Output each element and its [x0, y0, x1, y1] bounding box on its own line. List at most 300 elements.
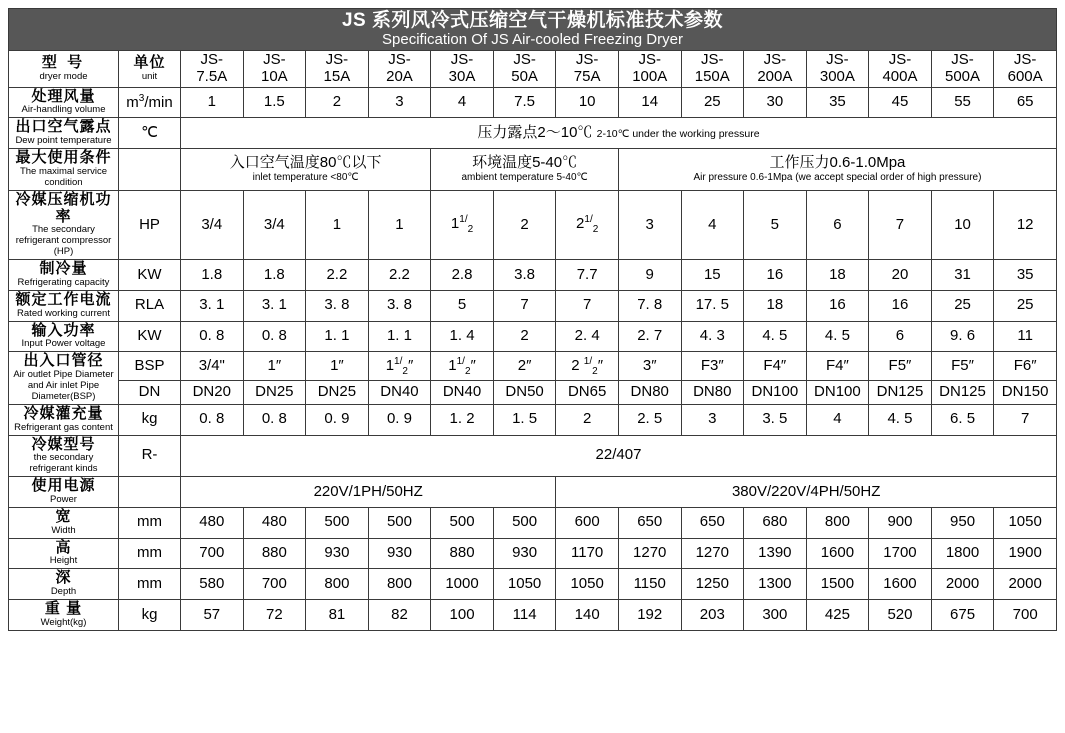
cell-value: 580 — [181, 569, 244, 600]
cell-value: 72 — [243, 600, 306, 631]
row-unit: $m^3/\min$ — [119, 87, 181, 118]
cell-value: 7 — [994, 404, 1057, 435]
cell-value: 5 — [431, 290, 494, 321]
cell-value: 3″ — [618, 352, 681, 381]
cell-value: F5″ — [931, 352, 994, 381]
cell-value: 1.8 — [181, 260, 244, 291]
cell-value: 17. 5 — [681, 290, 744, 321]
cell-value: DN80 — [681, 381, 744, 405]
model-prefix: JS- — [826, 51, 849, 69]
cell-value: 0. 8 — [243, 404, 306, 435]
row-label-en: Depth — [50, 586, 77, 598]
model-column-header — [306, 51, 369, 88]
row-label-en: Air-handling volume — [21, 104, 106, 116]
model-column-header — [556, 51, 619, 88]
cell-value: 3. 5 — [744, 404, 807, 435]
cell-value: 900 — [869, 507, 932, 538]
cell-value: 650 — [618, 507, 681, 538]
row-label-en: Rated working current — [17, 307, 110, 319]
table-row — [9, 477, 1057, 508]
cell-value: 9 — [618, 260, 681, 291]
cell-value: 35 — [994, 260, 1057, 291]
row-unit: HP — [119, 190, 181, 259]
dewpoint-main: 压力露点2～10℃ — [477, 123, 593, 141]
service-sub: inlet temperature <80℃ — [252, 172, 359, 184]
row-label-en: Weight(kg) — [40, 616, 87, 628]
row-label-en: the secondary refrigerant kinds — [29, 452, 98, 475]
model-column-header — [931, 51, 994, 88]
cell-value: 930 — [368, 538, 431, 569]
cell-value: 1.8 — [243, 260, 306, 291]
row-label-en: The maximal service condition — [19, 165, 108, 188]
model-suffix: 500A — [945, 67, 981, 85]
row-label-depth — [9, 569, 119, 600]
cell-value: 930 — [306, 538, 369, 569]
cell-value: DN125 — [931, 381, 994, 405]
row-label-airflow — [9, 87, 119, 118]
cell-value: 2. 7 — [618, 321, 681, 352]
cell-value: 0. 8 — [181, 404, 244, 435]
row-unit: kg — [119, 600, 181, 631]
cell-value: 3. 1 — [181, 290, 244, 321]
cell-value: DN80 — [618, 381, 681, 405]
table-row — [9, 538, 1057, 569]
cell-value: 65 — [994, 87, 1057, 118]
cell-value: 6. 5 — [931, 404, 994, 435]
cell-value: 12 — [994, 190, 1057, 259]
row-label-service — [9, 149, 119, 191]
row-label-power — [9, 477, 119, 508]
cell-value: 1170 — [556, 538, 619, 569]
model-prefix: JS- — [888, 51, 912, 69]
cell-value: 1270 — [618, 538, 681, 569]
row-label-cn: 使用电源 — [31, 477, 96, 495]
row-label-en: Power — [50, 493, 77, 505]
cell-value: DN150 — [994, 381, 1057, 405]
cell-value: 2 — [556, 404, 619, 435]
title-chinese: JS 系列风冷式压缩空气干燥机标准技术参数 — [341, 10, 724, 31]
cell-value: 480 — [243, 507, 306, 538]
cell-value: DN25 — [243, 381, 306, 405]
cell-value: 1050 — [994, 507, 1057, 538]
cell-value: 1000 — [431, 569, 494, 600]
cell-value: 1 — [181, 87, 244, 118]
cell-power-three-phase: 380V/220V/4PH/50HZ — [556, 477, 1057, 508]
row-label-cn: 输入功率 — [31, 321, 96, 339]
header-model-label-en: dryer mode — [39, 70, 88, 82]
model-suffix: 10A — [260, 67, 288, 85]
row-label-cn: 最大使用条件 — [15, 149, 112, 167]
cell-value: 57 — [181, 600, 244, 631]
row-label-cn: 高 — [55, 538, 72, 556]
model-suffix: 300A — [819, 67, 855, 85]
cell-value: 1. 1 — [306, 321, 369, 352]
cell-value: 3/4 — [243, 190, 306, 259]
header-model-label — [9, 51, 119, 88]
cell-value: 192 — [618, 600, 681, 631]
row-unit: ℃ — [119, 118, 181, 149]
model-suffix: 400A — [882, 67, 918, 85]
cell-value: 1150 — [618, 569, 681, 600]
cell-service-ambient-temp — [431, 149, 619, 191]
row-label-compressor — [9, 190, 119, 259]
cell-value: 800 — [806, 507, 869, 538]
row-unit: mm — [119, 569, 181, 600]
row-label-en: Input Power voltage — [21, 338, 106, 350]
cell-value: 30 — [744, 87, 807, 118]
cell-value: 18 — [744, 290, 807, 321]
cell-value: 1 — [306, 190, 369, 259]
model-prefix: JS- — [388, 51, 411, 69]
cell-value-fraction: $1^{1/}_2$ — [431, 190, 494, 259]
cell-value: 9. 6 — [931, 321, 994, 352]
cell-value: 700 — [181, 538, 244, 569]
row-label-refrigerant-charge — [9, 404, 119, 435]
cell-value: 140 — [556, 600, 619, 631]
cell-value: 425 — [806, 600, 869, 631]
row-label-dewpoint — [9, 118, 119, 149]
cell-value: 1900 — [994, 538, 1057, 569]
cell-value: 3/4 — [181, 190, 244, 259]
cell-value: 1390 — [744, 538, 807, 569]
table-row — [9, 149, 1057, 191]
cell-value: 4. 5 — [744, 321, 807, 352]
model-column-header — [618, 51, 681, 88]
model-prefix: JS- — [200, 51, 224, 69]
model-column-header — [681, 51, 744, 88]
cell-value: 480 — [181, 507, 244, 538]
table-row — [9, 352, 1057, 381]
service-main: 工作压力0.6-1.0Mpa — [769, 154, 906, 172]
cell-value: 16 — [744, 260, 807, 291]
cell-value: 25 — [931, 290, 994, 321]
cell-value: DN100 — [806, 381, 869, 405]
model-suffix: 100A — [632, 67, 668, 85]
cell-value: 6 — [806, 190, 869, 259]
model-prefix: JS- — [701, 51, 724, 69]
cell-value: 1300 — [744, 569, 807, 600]
cell-value: 2.8 — [431, 260, 494, 291]
cell-value: 2″ — [493, 352, 556, 381]
cell-value: 500 — [493, 507, 556, 538]
header-row — [9, 51, 1057, 88]
cell-value: 3. 1 — [243, 290, 306, 321]
cell-value: 7. 8 — [618, 290, 681, 321]
cell-value: 7 — [493, 290, 556, 321]
row-unit: RLA — [119, 290, 181, 321]
cell-value: 1. 5 — [493, 404, 556, 435]
cell-value: 10 — [556, 87, 619, 118]
row-label-width — [9, 507, 119, 538]
cell-value: 4. 5 — [869, 404, 932, 435]
cell-value: DN25 — [306, 381, 369, 405]
row-label-input-power — [9, 321, 119, 352]
cell-value: 4 — [806, 404, 869, 435]
cell-value: 700 — [243, 569, 306, 600]
cell-value: 680 — [744, 507, 807, 538]
cell-value: 2.2 — [306, 260, 369, 291]
row-label-cn: 冷媒型号 — [31, 435, 96, 453]
cell-value: 3/4" — [181, 352, 244, 381]
cell-merged-refrigerant-type: 22/407 — [181, 435, 1057, 477]
cell-value: 650 — [681, 507, 744, 538]
row-unit: BSP — [119, 352, 181, 381]
cell-value: 1600 — [806, 538, 869, 569]
cell-value: 2000 — [931, 569, 994, 600]
row-unit: mm — [119, 507, 181, 538]
cell-value: 1. 1 — [368, 321, 431, 352]
cell-value: DN20 — [181, 381, 244, 405]
cell-service-air-pressure — [618, 149, 1056, 191]
row-label-en: Refrigerating capacity — [17, 276, 110, 288]
table-row — [9, 260, 1057, 291]
cell-value: 0. 8 — [181, 321, 244, 352]
model-column-header — [994, 51, 1057, 88]
cell-value-fraction: $1^{1/}_2''$ — [368, 352, 431, 381]
cell-value: 1.5 — [243, 87, 306, 118]
cell-value: 55 — [931, 87, 994, 118]
cell-value: 6 — [869, 321, 932, 352]
table-row — [9, 435, 1057, 477]
cell-value: 4. 5 — [806, 321, 869, 352]
model-suffix: 150A — [694, 67, 730, 85]
cell-value: 930 — [493, 538, 556, 569]
row-label-cn: 重 量 — [44, 600, 83, 618]
table-row — [9, 190, 1057, 259]
row-label-en: Width — [51, 524, 76, 536]
row-unit: kg — [119, 404, 181, 435]
model-suffix: 7.5A — [196, 67, 228, 85]
model-column-header — [431, 51, 494, 88]
table-row — [9, 600, 1057, 631]
table-row — [9, 569, 1057, 600]
table-title — [9, 9, 1057, 51]
cell-value: 3 — [368, 87, 431, 118]
table-row — [9, 290, 1057, 321]
header-unit-label-en: unit — [141, 70, 158, 82]
cell-value: F5″ — [869, 352, 932, 381]
model-column-header — [243, 51, 306, 88]
row-label-refrigerant-type — [9, 435, 119, 477]
model-suffix: 15A — [323, 67, 351, 85]
cell-value: 7.5 — [493, 87, 556, 118]
service-main: 环境温度5-40℃ — [472, 154, 578, 172]
cell-value: DN125 — [869, 381, 932, 405]
cell-value: 45 — [869, 87, 932, 118]
cell-value: 4 — [681, 190, 744, 259]
cell-value: DN50 — [493, 381, 556, 405]
cell-value: 500 — [431, 507, 494, 538]
cell-value: 203 — [681, 600, 744, 631]
cell-value: 1250 — [681, 569, 744, 600]
row-unit — [119, 477, 181, 508]
cell-value: 700 — [994, 600, 1057, 631]
model-suffix: 50A — [511, 67, 538, 85]
cell-value: DN65 — [556, 381, 619, 405]
cell-value: 500 — [306, 507, 369, 538]
row-unit: DN — [119, 381, 181, 405]
header-unit-label-cn: 单位 — [133, 54, 166, 71]
row-label-en: Dew point temperature — [15, 135, 112, 147]
cell-value: 3 — [681, 404, 744, 435]
cell-value: F6″ — [994, 352, 1057, 381]
row-unit: KW — [119, 321, 181, 352]
cell-value: 25 — [681, 87, 744, 118]
row-label-weight — [9, 600, 119, 631]
cell-value-fraction: 2 $^{1/}_2$″ — [556, 352, 619, 381]
cell-service-inlet-temp — [181, 149, 431, 191]
model-column-header — [869, 51, 932, 88]
service-sub: Air pressure 0.6-1Mpa (we accept special order of high pressure) — [693, 172, 982, 184]
cell-merged-dewpoint — [181, 118, 1057, 149]
cell-value: 2 — [493, 321, 556, 352]
row-label-cn: 冷媒灌充量 — [23, 404, 104, 422]
row-label-cn: 宽 — [55, 507, 72, 525]
cell-value-fraction: $1^{1/}_2''$ — [431, 352, 494, 381]
cell-value: 800 — [306, 569, 369, 600]
model-column-header — [181, 51, 244, 88]
cell-value: F4″ — [806, 352, 869, 381]
row-unit: R- — [119, 435, 181, 477]
cell-value: 14 — [618, 87, 681, 118]
cell-value: 5 — [744, 190, 807, 259]
cell-value: 0. 9 — [368, 404, 431, 435]
table-row — [9, 87, 1057, 118]
cell-value: F3″ — [681, 352, 744, 381]
cell-value: 2. 4 — [556, 321, 619, 352]
cell-value: 10 — [931, 190, 994, 259]
cell-value: 31 — [931, 260, 994, 291]
title-row — [9, 9, 1057, 51]
cell-value: 1050 — [493, 569, 556, 600]
cell-value: 0. 9 — [306, 404, 369, 435]
cell-value: 3. 8 — [368, 290, 431, 321]
cell-value: 2 — [493, 190, 556, 259]
cell-value: 18 — [806, 260, 869, 291]
model-column-header — [744, 51, 807, 88]
model-column-header — [368, 51, 431, 88]
model-prefix: JS- — [450, 51, 474, 69]
model-column-header — [493, 51, 556, 88]
table-row — [9, 404, 1057, 435]
header-unit-label — [119, 51, 181, 88]
row-label-cn: 冷媒压缩机功率 — [15, 190, 112, 225]
cell-value: 11 — [994, 321, 1057, 352]
cell-value: 2000 — [994, 569, 1057, 600]
model-suffix: 600A — [1007, 67, 1043, 85]
row-label-working-current — [9, 290, 119, 321]
model-suffix: 200A — [757, 67, 793, 85]
row-label-cn: 制冷量 — [39, 260, 88, 278]
cell-value: 1″ — [243, 352, 306, 381]
cell-value: 20 — [869, 260, 932, 291]
cell-value: 100 — [431, 600, 494, 631]
row-label-cn: 额定工作电流 — [15, 290, 112, 308]
row-unit: KW — [119, 260, 181, 291]
cell-value: 81 — [306, 600, 369, 631]
cell-value: 880 — [243, 538, 306, 569]
cell-power-single-phase: 220V/1PH/50HZ — [181, 477, 556, 508]
cell-value: 16 — [869, 290, 932, 321]
table-row — [9, 507, 1057, 538]
cell-value: 500 — [368, 507, 431, 538]
model-suffix: 30A — [448, 67, 476, 85]
title-english: Specification Of JS Air-cooled Freezing Dryer — [382, 31, 683, 49]
cell-value: 1″ — [306, 352, 369, 381]
cell-value: 1 — [368, 190, 431, 259]
model-suffix: 75A — [573, 67, 601, 85]
cell-value: 35 — [806, 87, 869, 118]
cell-value: 2. 5 — [618, 404, 681, 435]
dewpoint-sub: 2-10℃ under the working pressure — [596, 127, 760, 140]
model-prefix: JS- — [325, 51, 349, 69]
cell-value: DN40 — [368, 381, 431, 405]
cell-value: 3. 8 — [306, 290, 369, 321]
specification-table — [8, 8, 1057, 631]
cell-value: 2 — [306, 87, 369, 118]
table-row — [9, 118, 1057, 149]
cell-value: 4. 3 — [681, 321, 744, 352]
cell-value: 25 — [994, 290, 1057, 321]
cell-value: 950 — [931, 507, 994, 538]
cell-value: 600 — [556, 507, 619, 538]
cell-value: 1600 — [869, 569, 932, 600]
cell-value: 7 — [869, 190, 932, 259]
table-row — [9, 381, 1057, 405]
cell-value: 82 — [368, 600, 431, 631]
row-unit — [119, 149, 181, 191]
row-label-pipe-diameter — [9, 352, 119, 405]
cell-value: 15 — [681, 260, 744, 291]
cell-value: 2.2 — [368, 260, 431, 291]
service-sub: ambient temperature 5-40℃ — [461, 172, 588, 184]
model-prefix: JS- — [1013, 51, 1037, 69]
row-unit: mm — [119, 538, 181, 569]
table-row — [9, 321, 1057, 352]
row-label-cn: 深 — [55, 569, 72, 587]
cell-value: 7.7 — [556, 260, 619, 291]
cell-value: 300 — [744, 600, 807, 631]
cell-value: 3 — [618, 190, 681, 259]
service-main: 入口空气温度80℃以下 — [229, 154, 382, 172]
row-label-en: The secondary refrigerant compressor (HP) — [15, 224, 112, 258]
cell-value: 1. 2 — [431, 404, 494, 435]
row-label-height — [9, 538, 119, 569]
cell-value: 1. 4 — [431, 321, 494, 352]
cell-value: DN100 — [744, 381, 807, 405]
cell-value: F4″ — [744, 352, 807, 381]
cell-value: 1700 — [869, 538, 932, 569]
cell-value: 1800 — [931, 538, 994, 569]
cell-value: 3.8 — [493, 260, 556, 291]
row-label-refrig-capacity — [9, 260, 119, 291]
model-column-header — [806, 51, 869, 88]
cell-value: 7 — [556, 290, 619, 321]
cell-value: 0. 8 — [243, 321, 306, 352]
cell-value: 880 — [431, 538, 494, 569]
row-label-en: Height — [49, 555, 78, 567]
row-label-cn: 出入口管径 — [23, 352, 104, 370]
model-prefix: JS- — [513, 51, 536, 69]
row-label-en: Air outlet Pipe Diameter and Air inlet Pipe Diameter(BSP) — [13, 369, 114, 402]
cell-value-fraction: $2^{1/}_2$ — [556, 190, 619, 259]
model-prefix: JS- — [951, 51, 974, 69]
cell-value: 1500 — [806, 569, 869, 600]
cell-value: 4 — [431, 87, 494, 118]
row-label-en: Refrigerant gas content — [14, 421, 113, 433]
model-prefix: JS- — [763, 51, 787, 69]
cell-value: 675 — [931, 600, 994, 631]
